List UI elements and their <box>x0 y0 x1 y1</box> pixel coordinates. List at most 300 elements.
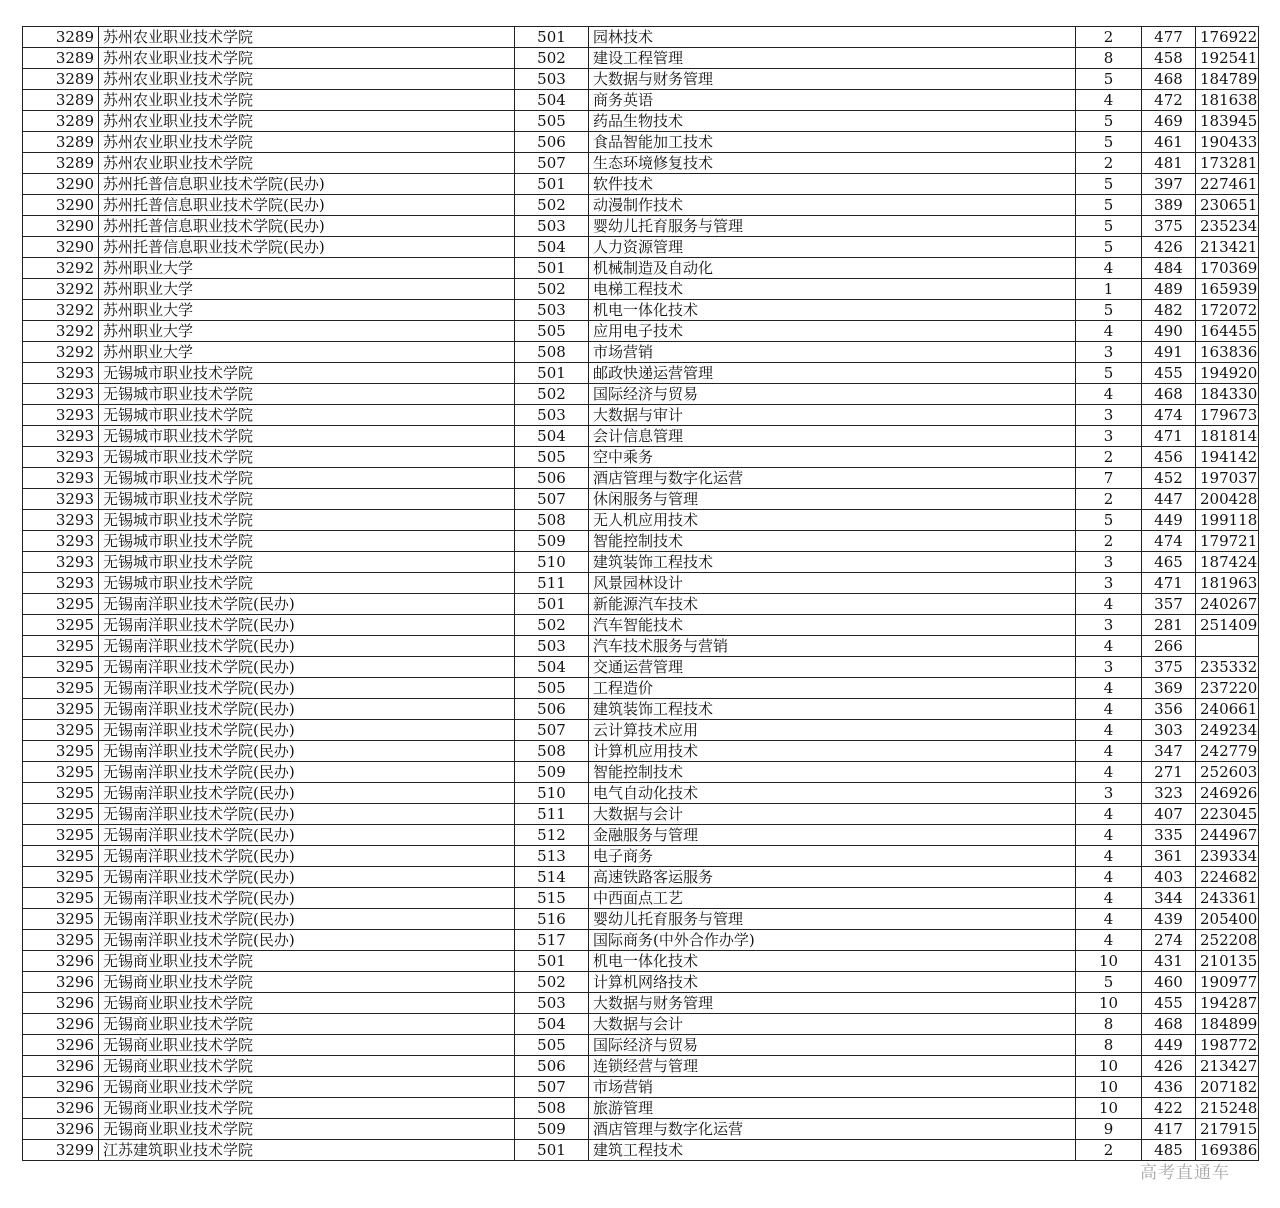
min-score-cell: 460 <box>1142 972 1196 993</box>
plan-count-cell: 7 <box>1076 468 1142 489</box>
table-row <box>23 237 1259 258</box>
table-row <box>23 867 1259 888</box>
table-row <box>23 1077 1259 1098</box>
major-name-cell: 大数据与审计 <box>589 405 1076 426</box>
plan-count-cell: 5 <box>1076 132 1142 153</box>
min-score-cell: 490 <box>1142 321 1196 342</box>
major-code-cell: 501 <box>515 1140 589 1161</box>
school-code-cell: 3292 <box>23 258 99 279</box>
table-row <box>23 825 1259 846</box>
min-score-cell: 452 <box>1142 468 1196 489</box>
major-code-cell: 501 <box>515 174 589 195</box>
school-name-cell: 无锡南洋职业技术学院(民办) <box>99 615 515 636</box>
min-score-cell: 465 <box>1142 552 1196 573</box>
major-name-cell: 电梯工程技术 <box>589 279 1076 300</box>
watermark-text: 高考直通车 <box>1140 1163 1230 1183</box>
plan-count-cell: 3 <box>1076 573 1142 594</box>
plan-count-cell: 5 <box>1076 69 1142 90</box>
major-name-cell: 机械制造及自动化 <box>589 258 1076 279</box>
school-code-cell: 3292 <box>23 321 99 342</box>
major-code-cell: 501 <box>515 951 589 972</box>
rank-cell: 215248 <box>1196 1098 1259 1119</box>
major-code-cell: 505 <box>515 678 589 699</box>
school-code-cell: 3293 <box>23 510 99 531</box>
rank-cell: 183945 <box>1196 111 1259 132</box>
major-code-cell: 517 <box>515 930 589 951</box>
table-row <box>23 762 1259 783</box>
major-code-cell: 504 <box>515 90 589 111</box>
min-score-cell: 456 <box>1142 447 1196 468</box>
min-score-cell: 271 <box>1142 762 1196 783</box>
min-score-cell: 491 <box>1142 342 1196 363</box>
school-code-cell: 3295 <box>23 846 99 867</box>
school-code-cell: 3299 <box>23 1140 99 1161</box>
school-name-cell: 无锡城市职业技术学院 <box>99 552 515 573</box>
major-code-cell: 503 <box>515 636 589 657</box>
table-row <box>23 258 1259 279</box>
rank-cell: 224682 <box>1196 867 1259 888</box>
school-code-cell: 3295 <box>23 762 99 783</box>
table-row <box>23 1098 1259 1119</box>
table-row <box>23 720 1259 741</box>
school-code-cell: 3295 <box>23 825 99 846</box>
school-code-cell: 3296 <box>23 951 99 972</box>
school-code-cell: 3295 <box>23 804 99 825</box>
major-name-cell: 休闲服务与管理 <box>589 489 1076 510</box>
major-name-cell: 空中乘务 <box>589 447 1076 468</box>
major-name-cell: 汽车技术服务与营销 <box>589 636 1076 657</box>
min-score-cell: 468 <box>1142 69 1196 90</box>
school-code-cell: 3293 <box>23 405 99 426</box>
table-row <box>23 279 1259 300</box>
rank-cell: 179721 <box>1196 531 1259 552</box>
table-row <box>23 1056 1259 1077</box>
rank-cell: 172072 <box>1196 300 1259 321</box>
school-code-cell: 3295 <box>23 615 99 636</box>
school-code-cell: 3289 <box>23 153 99 174</box>
min-score-cell: 426 <box>1142 1056 1196 1077</box>
school-name-cell: 江苏建筑职业技术学院 <box>99 1140 515 1161</box>
school-name-cell: 无锡商业职业技术学院 <box>99 1014 515 1035</box>
rank-cell: 184789 <box>1196 69 1259 90</box>
plan-count-cell: 5 <box>1076 300 1142 321</box>
table-row <box>23 657 1259 678</box>
school-code-cell: 3292 <box>23 300 99 321</box>
min-score-cell: 407 <box>1142 804 1196 825</box>
plan-count-cell: 4 <box>1076 720 1142 741</box>
school-code-cell: 3293 <box>23 552 99 573</box>
major-name-cell: 机电一体化技术 <box>589 951 1076 972</box>
school-code-cell: 3295 <box>23 699 99 720</box>
major-name-cell: 市场营销 <box>589 342 1076 363</box>
school-code-cell: 3289 <box>23 69 99 90</box>
major-name-cell: 软件技术 <box>589 174 1076 195</box>
school-code-cell: 3293 <box>23 426 99 447</box>
major-name-cell: 酒店管理与数字化运营 <box>589 1119 1076 1140</box>
table-row <box>23 951 1259 972</box>
table-row <box>23 69 1259 90</box>
min-score-cell: 375 <box>1142 216 1196 237</box>
school-name-cell: 苏州职业大学 <box>99 258 515 279</box>
rank-cell: 163836 <box>1196 342 1259 363</box>
school-code-cell: 3289 <box>23 48 99 69</box>
table-row <box>23 1140 1259 1161</box>
major-code-cell: 504 <box>515 237 589 258</box>
major-code-cell: 504 <box>515 1014 589 1035</box>
plan-count-cell: 5 <box>1076 237 1142 258</box>
major-code-cell: 501 <box>515 594 589 615</box>
school-code-cell: 3295 <box>23 741 99 762</box>
school-code-cell: 3293 <box>23 468 99 489</box>
table-row <box>23 174 1259 195</box>
school-code-cell: 3289 <box>23 27 99 48</box>
min-score-cell: 389 <box>1142 195 1196 216</box>
rank-cell: 223045 <box>1196 804 1259 825</box>
plan-count-cell: 10 <box>1076 951 1142 972</box>
rank-cell: 181963 <box>1196 573 1259 594</box>
major-name-cell: 计算机应用技术 <box>589 741 1076 762</box>
plan-count-cell: 10 <box>1076 1056 1142 1077</box>
plan-count-cell: 10 <box>1076 1098 1142 1119</box>
major-code-cell: 502 <box>515 195 589 216</box>
plan-count-cell: 5 <box>1076 972 1142 993</box>
plan-count-cell: 2 <box>1076 531 1142 552</box>
school-code-cell: 3295 <box>23 930 99 951</box>
major-code-cell: 501 <box>515 258 589 279</box>
major-name-cell: 建筑装饰工程技术 <box>589 699 1076 720</box>
table-row <box>23 909 1259 930</box>
major-code-cell: 501 <box>515 363 589 384</box>
school-code-cell: 3296 <box>23 1035 99 1056</box>
major-code-cell: 503 <box>515 69 589 90</box>
min-score-cell: 458 <box>1142 48 1196 69</box>
table-row <box>23 699 1259 720</box>
rank-cell: 213427 <box>1196 1056 1259 1077</box>
school-name-cell: 无锡城市职业技术学院 <box>99 489 515 510</box>
rank-cell: 240661 <box>1196 699 1259 720</box>
rank-cell: 190433 <box>1196 132 1259 153</box>
table-row <box>23 993 1259 1014</box>
rank-cell: 217915 <box>1196 1119 1259 1140</box>
rank-cell: 165939 <box>1196 279 1259 300</box>
major-name-cell: 智能控制技术 <box>589 531 1076 552</box>
table-row <box>23 321 1259 342</box>
school-code-cell: 3292 <box>23 342 99 363</box>
plan-count-cell: 2 <box>1076 447 1142 468</box>
school-code-cell: 3295 <box>23 657 99 678</box>
major-code-cell: 505 <box>515 321 589 342</box>
min-score-cell: 471 <box>1142 426 1196 447</box>
major-name-cell: 电气自动化技术 <box>589 783 1076 804</box>
school-name-cell: 无锡南洋职业技术学院(民办) <box>99 909 515 930</box>
major-name-cell: 电子商务 <box>589 846 1076 867</box>
rank-cell <box>1196 636 1259 657</box>
major-code-cell: 509 <box>515 1119 589 1140</box>
major-code-cell: 515 <box>515 888 589 909</box>
table-row <box>23 1035 1259 1056</box>
rank-cell: 244967 <box>1196 825 1259 846</box>
school-name-cell: 无锡南洋职业技术学院(民办) <box>99 678 515 699</box>
plan-count-cell: 8 <box>1076 1035 1142 1056</box>
table-row <box>23 153 1259 174</box>
rank-cell: 237220 <box>1196 678 1259 699</box>
major-name-cell: 大数据与会计 <box>589 804 1076 825</box>
school-name-cell: 苏州农业职业技术学院 <box>99 90 515 111</box>
major-code-cell: 506 <box>515 468 589 489</box>
plan-count-cell: 3 <box>1076 657 1142 678</box>
table-row <box>23 405 1259 426</box>
plan-count-cell: 4 <box>1076 804 1142 825</box>
school-code-cell: 3293 <box>23 573 99 594</box>
school-code-cell: 3290 <box>23 195 99 216</box>
school-name-cell: 无锡南洋职业技术学院(民办) <box>99 762 515 783</box>
rank-cell: 243361 <box>1196 888 1259 909</box>
min-score-cell: 474 <box>1142 531 1196 552</box>
table-row <box>23 1119 1259 1140</box>
school-name-cell: 无锡南洋职业技术学院(民办) <box>99 804 515 825</box>
school-name-cell: 无锡南洋职业技术学院(民办) <box>99 636 515 657</box>
table-row <box>23 615 1259 636</box>
school-name-cell: 无锡南洋职业技术学院(民办) <box>99 741 515 762</box>
major-name-cell: 会计信息管理 <box>589 426 1076 447</box>
school-code-cell: 3296 <box>23 1014 99 1035</box>
table-row <box>23 930 1259 951</box>
plan-count-cell: 10 <box>1076 1077 1142 1098</box>
plan-count-cell: 4 <box>1076 762 1142 783</box>
school-name-cell: 无锡城市职业技术学院 <box>99 447 515 468</box>
school-code-cell: 3295 <box>23 594 99 615</box>
major-code-cell: 502 <box>515 384 589 405</box>
min-score-cell: 426 <box>1142 237 1196 258</box>
major-name-cell: 工程造价 <box>589 678 1076 699</box>
school-code-cell: 3289 <box>23 111 99 132</box>
table-row <box>23 90 1259 111</box>
rank-cell: 205400 <box>1196 909 1259 930</box>
plan-count-cell: 10 <box>1076 993 1142 1014</box>
school-code-cell: 3295 <box>23 888 99 909</box>
min-score-cell: 375 <box>1142 657 1196 678</box>
major-code-cell: 507 <box>515 489 589 510</box>
major-code-cell: 508 <box>515 741 589 762</box>
min-score-cell: 417 <box>1142 1119 1196 1140</box>
min-score-cell: 403 <box>1142 867 1196 888</box>
min-score-cell: 369 <box>1142 678 1196 699</box>
table-row <box>23 447 1259 468</box>
major-name-cell: 国际经济与贸易 <box>589 1035 1076 1056</box>
major-code-cell: 506 <box>515 699 589 720</box>
school-name-cell: 无锡商业职业技术学院 <box>99 1056 515 1077</box>
school-name-cell: 苏州托普信息职业技术学院(民办) <box>99 216 515 237</box>
plan-count-cell: 8 <box>1076 1014 1142 1035</box>
school-code-cell: 3295 <box>23 867 99 888</box>
major-name-cell: 建筑工程技术 <box>589 1140 1076 1161</box>
min-score-cell: 303 <box>1142 720 1196 741</box>
min-score-cell: 436 <box>1142 1077 1196 1098</box>
min-score-cell: 356 <box>1142 699 1196 720</box>
major-code-cell: 501 <box>515 27 589 48</box>
major-code-cell: 502 <box>515 972 589 993</box>
major-name-cell: 商务英语 <box>589 90 1076 111</box>
major-code-cell: 506 <box>515 132 589 153</box>
rank-cell: 198772 <box>1196 1035 1259 1056</box>
major-code-cell: 509 <box>515 531 589 552</box>
school-code-cell: 3296 <box>23 1077 99 1098</box>
rank-cell: 190977 <box>1196 972 1259 993</box>
major-code-cell: 503 <box>515 993 589 1014</box>
min-score-cell: 489 <box>1142 279 1196 300</box>
school-code-cell: 3292 <box>23 279 99 300</box>
major-code-cell: 513 <box>515 846 589 867</box>
min-score-cell: 447 <box>1142 489 1196 510</box>
major-code-cell: 507 <box>515 1077 589 1098</box>
rank-cell: 197037 <box>1196 468 1259 489</box>
major-code-cell: 505 <box>515 447 589 468</box>
rank-cell: 194920 <box>1196 363 1259 384</box>
min-score-cell: 397 <box>1142 174 1196 195</box>
major-code-cell: 503 <box>515 216 589 237</box>
major-code-cell: 507 <box>515 153 589 174</box>
school-name-cell: 无锡南洋职业技术学院(民办) <box>99 846 515 867</box>
plan-count-cell: 3 <box>1076 405 1142 426</box>
major-name-cell: 建筑装饰工程技术 <box>589 552 1076 573</box>
school-code-cell: 3293 <box>23 447 99 468</box>
major-code-cell: 507 <box>515 720 589 741</box>
school-code-cell: 3295 <box>23 909 99 930</box>
min-score-cell: 274 <box>1142 930 1196 951</box>
min-score-cell: 347 <box>1142 741 1196 762</box>
school-name-cell: 无锡南洋职业技术学院(民办) <box>99 783 515 804</box>
rank-cell: 213421 <box>1196 237 1259 258</box>
min-score-cell: 471 <box>1142 573 1196 594</box>
min-score-cell: 357 <box>1142 594 1196 615</box>
school-name-cell: 无锡南洋职业技术学院(民办) <box>99 657 515 678</box>
major-name-cell: 国际商务(中外合作办学) <box>589 930 1076 951</box>
min-score-cell: 468 <box>1142 384 1196 405</box>
min-score-cell: 449 <box>1142 1035 1196 1056</box>
table-row <box>23 573 1259 594</box>
school-name-cell: 无锡南洋职业技术学院(民办) <box>99 888 515 909</box>
plan-count-cell: 4 <box>1076 594 1142 615</box>
table-row <box>23 489 1259 510</box>
school-name-cell: 苏州农业职业技术学院 <box>99 153 515 174</box>
plan-count-cell: 5 <box>1076 510 1142 531</box>
table-row <box>23 363 1259 384</box>
school-name-cell: 无锡南洋职业技术学院(民办) <box>99 720 515 741</box>
major-name-cell: 风景园林设计 <box>589 573 1076 594</box>
school-name-cell: 无锡商业职业技术学院 <box>99 1119 515 1140</box>
plan-count-cell: 3 <box>1076 783 1142 804</box>
table-row <box>23 468 1259 489</box>
major-code-cell: 511 <box>515 804 589 825</box>
plan-count-cell: 3 <box>1076 615 1142 636</box>
major-name-cell: 连锁经营与管理 <box>589 1056 1076 1077</box>
rank-cell: 194287 <box>1196 993 1259 1014</box>
school-name-cell: 无锡城市职业技术学院 <box>99 573 515 594</box>
rank-cell: 235234 <box>1196 216 1259 237</box>
table-row <box>23 531 1259 552</box>
major-name-cell: 大数据与会计 <box>589 1014 1076 1035</box>
school-name-cell: 苏州农业职业技术学院 <box>99 48 515 69</box>
plan-count-cell: 4 <box>1076 741 1142 762</box>
major-name-cell: 婴幼儿托育服务与管理 <box>589 909 1076 930</box>
plan-count-cell: 2 <box>1076 489 1142 510</box>
major-name-cell: 动漫制作技术 <box>589 195 1076 216</box>
major-code-cell: 506 <box>515 1056 589 1077</box>
school-name-cell: 无锡城市职业技术学院 <box>99 510 515 531</box>
rank-cell: 176922 <box>1196 27 1259 48</box>
min-score-cell: 455 <box>1142 993 1196 1014</box>
major-name-cell: 大数据与财务管理 <box>589 69 1076 90</box>
table-row <box>23 111 1259 132</box>
rank-cell: 242779 <box>1196 741 1259 762</box>
min-score-cell: 477 <box>1142 27 1196 48</box>
major-name-cell: 智能控制技术 <box>589 762 1076 783</box>
school-code-cell: 3295 <box>23 783 99 804</box>
plan-count-cell: 4 <box>1076 888 1142 909</box>
plan-count-cell: 4 <box>1076 699 1142 720</box>
min-score-cell: 484 <box>1142 258 1196 279</box>
school-code-cell: 3293 <box>23 384 99 405</box>
major-code-cell: 514 <box>515 867 589 888</box>
school-code-cell: 3296 <box>23 1119 99 1140</box>
plan-count-cell: 4 <box>1076 867 1142 888</box>
min-score-cell: 281 <box>1142 615 1196 636</box>
major-name-cell: 旅游管理 <box>589 1098 1076 1119</box>
plan-count-cell: 5 <box>1076 111 1142 132</box>
major-name-cell: 食品智能加工技术 <box>589 132 1076 153</box>
table-row <box>23 972 1259 993</box>
rank-cell: 179673 <box>1196 405 1259 426</box>
plan-count-cell: 1 <box>1076 279 1142 300</box>
table-row <box>23 195 1259 216</box>
rank-cell: 194142 <box>1196 447 1259 468</box>
min-score-cell: 266 <box>1142 636 1196 657</box>
plan-count-cell: 8 <box>1076 48 1142 69</box>
min-score-cell: 472 <box>1142 90 1196 111</box>
min-score-cell: 344 <box>1142 888 1196 909</box>
plan-count-cell: 5 <box>1076 174 1142 195</box>
min-score-cell: 361 <box>1142 846 1196 867</box>
school-name-cell: 无锡城市职业技术学院 <box>99 384 515 405</box>
major-code-cell: 504 <box>515 657 589 678</box>
plan-count-cell: 4 <box>1076 258 1142 279</box>
rank-cell: 169386 <box>1196 1140 1259 1161</box>
rank-cell: 184330 <box>1196 384 1259 405</box>
major-code-cell: 516 <box>515 909 589 930</box>
school-code-cell: 3290 <box>23 216 99 237</box>
school-name-cell: 无锡南洋职业技术学院(民办) <box>99 930 515 951</box>
major-code-cell: 502 <box>515 48 589 69</box>
plan-count-cell: 2 <box>1076 27 1142 48</box>
school-name-cell: 苏州农业职业技术学院 <box>99 111 515 132</box>
rank-cell: 187424 <box>1196 552 1259 573</box>
rank-cell: 192541 <box>1196 48 1259 69</box>
school-name-cell: 苏州职业大学 <box>99 321 515 342</box>
school-code-cell: 3289 <box>23 90 99 111</box>
school-code-cell: 3290 <box>23 174 99 195</box>
major-name-cell: 金融服务与管理 <box>589 825 1076 846</box>
major-code-cell: 508 <box>515 1098 589 1119</box>
school-name-cell: 无锡南洋职业技术学院(民办) <box>99 867 515 888</box>
min-score-cell: 455 <box>1142 363 1196 384</box>
rank-cell: 249234 <box>1196 720 1259 741</box>
plan-count-cell: 9 <box>1076 1119 1142 1140</box>
school-name-cell: 苏州托普信息职业技术学院(民办) <box>99 237 515 258</box>
table-row <box>23 426 1259 447</box>
min-score-cell: 335 <box>1142 825 1196 846</box>
table-row <box>23 741 1259 762</box>
major-name-cell: 应用电子技术 <box>589 321 1076 342</box>
